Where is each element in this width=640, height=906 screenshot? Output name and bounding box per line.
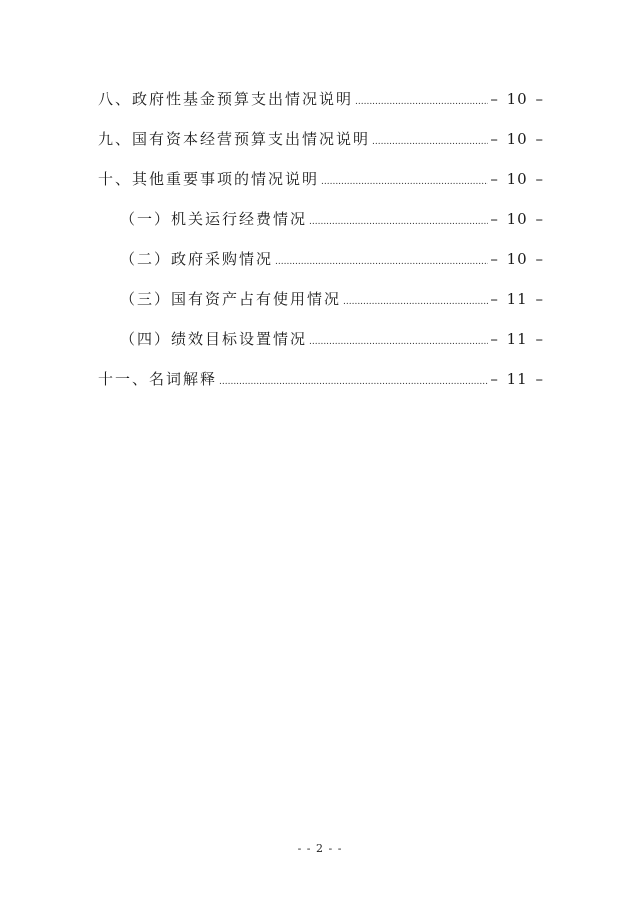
toc-dot-leader bbox=[309, 337, 488, 347]
page-number: - - 2 - - bbox=[297, 842, 343, 855]
toc-entry-title: （一）机关运行经费情况 bbox=[120, 210, 308, 228]
toc-entry-page: – 10 – bbox=[490, 130, 544, 148]
toc-dot-leader bbox=[309, 217, 488, 227]
toc-dot-leader bbox=[372, 137, 488, 147]
toc-entry-9[interactable] bbox=[98, 128, 544, 152]
toc-entry-page: – 10 – bbox=[490, 250, 544, 268]
toc-entry-10[interactable] bbox=[98, 168, 544, 192]
toc-entry-11[interactable] bbox=[98, 368, 544, 392]
toc-entry-page: – 10 – bbox=[490, 90, 544, 108]
toc-entry-page: – 11 – bbox=[490, 370, 544, 388]
toc-entry-10-1[interactable] bbox=[120, 208, 544, 232]
toc-dot-leader bbox=[355, 97, 488, 107]
toc-entry-title: 十一、名词解释 bbox=[98, 370, 218, 388]
toc-dot-leader bbox=[275, 257, 488, 267]
toc-entry-title: （三）国有资产占有使用情况 bbox=[120, 290, 342, 308]
toc-entry-10-3[interactable] bbox=[120, 288, 544, 312]
toc-entry-page: – 10 – bbox=[490, 210, 544, 228]
toc-entry-page: – 11 – bbox=[490, 290, 544, 308]
page-footer bbox=[0, 842, 640, 855]
toc-dot-leader bbox=[343, 297, 488, 307]
toc-entry-title: 八、政府性基金预算支出情况说明 bbox=[98, 90, 354, 108]
toc-entry-title: 十、其他重要事项的情况说明 bbox=[98, 170, 320, 188]
toc-entry-title: （二）政府采购情况 bbox=[120, 250, 274, 268]
toc-entry-title: （四）绩效目标设置情况 bbox=[120, 330, 308, 348]
toc-entry-10-4[interactable] bbox=[120, 328, 544, 352]
toc-dot-leader bbox=[321, 177, 488, 187]
toc-entry-10-2[interactable] bbox=[120, 248, 544, 272]
toc-dot-leader bbox=[219, 377, 488, 387]
toc-entry-8[interactable] bbox=[98, 88, 544, 112]
toc-entry-page: – 10 – bbox=[490, 170, 544, 188]
toc-entry-page: – 11 – bbox=[490, 330, 544, 348]
toc-entry-title: 九、国有资本经营预算支出情况说明 bbox=[98, 130, 371, 148]
